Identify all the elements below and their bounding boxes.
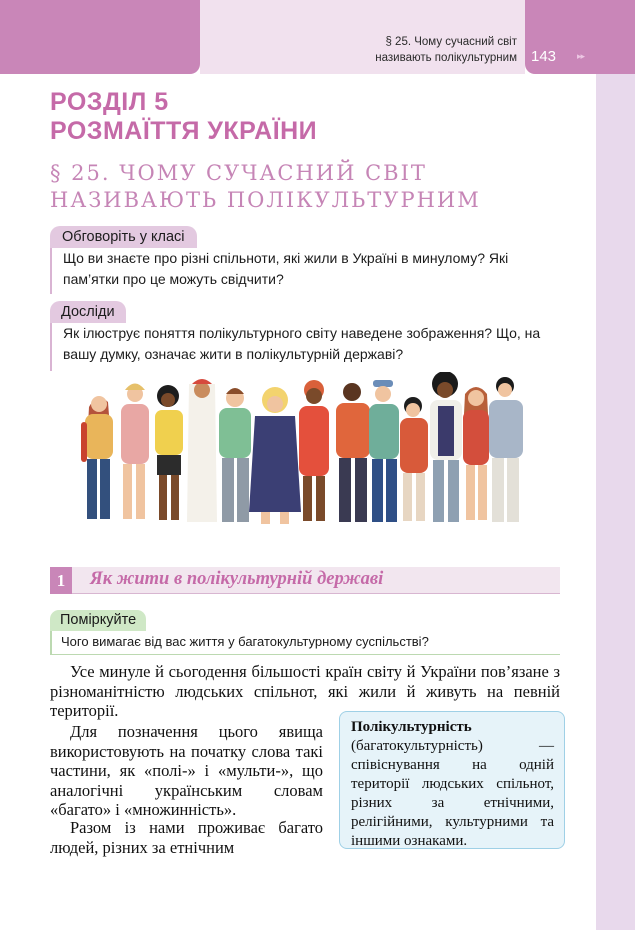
person-9 <box>369 380 399 522</box>
person-10 <box>400 397 428 521</box>
subsection-number: 1 <box>50 567 72 594</box>
person-4 <box>187 379 217 522</box>
body-paragraph-3: Разом із нами проживає багато людей, різних за етнічним <box>50 818 323 857</box>
running-title-line2: називають полікультурним <box>375 52 517 64</box>
person-12 <box>463 387 489 520</box>
running-title <box>267 34 517 66</box>
page-number: 143 <box>531 48 557 65</box>
person-5 <box>219 388 251 522</box>
body-paragraph-2: Для позначення цього явища використовують на початку слова такі частини, як «полі-» і «мульти-», що аналогічні українським словам «багато» і «множинність». <box>50 722 323 819</box>
person-1 <box>81 396 113 519</box>
explore-text: Як ілюструє поняття полікультурного світу наведене зображення? Що, на вашу думку, означає жити в полікультурній державі? <box>50 323 560 371</box>
side-margin-strip <box>596 74 635 930</box>
discuss-text: Що ви знаєте про різні спільноти, які жили в Україні в минулому? Які пам’ятки про це можуть свідчити? <box>50 248 560 294</box>
person-2 <box>121 384 149 520</box>
person-6 <box>249 387 301 524</box>
definition-term: Полікультурність <box>351 719 472 735</box>
section-title-line2: НАЗИВАЮТЬ ПОЛІКУЛЬТУРНИМ <box>50 188 481 212</box>
body-paragraph-1: Усе минуле й сьогодення більшості країн світу й України пов’язане з різноманітністю людських спільнот, які жили й живуть на певній території. <box>50 662 560 720</box>
next-arrows-icon: ▸▸ <box>577 51 585 61</box>
person-11 <box>430 372 462 522</box>
subsection-title: Як жити в полікультурній державі <box>90 569 384 589</box>
think-tag: Поміркуйте <box>50 610 146 631</box>
definition-box <box>339 711 565 849</box>
section-title-line1: § 25. ЧОМУ СУЧАСНИЙ СВІТ <box>50 161 427 185</box>
header-left-band <box>0 0 200 74</box>
running-title-line1: § 25. Чому сучасний світ <box>385 36 517 48</box>
chapter-title: РОЗМАЇТТЯ УКРАЇНИ <box>50 117 318 145</box>
discuss-tag: Обговоріть у класі <box>50 226 197 248</box>
definition-text: (багатокультурність) — співіснування на одній території людських спільнот, різних за етнічними, релігійними, культурними та іншими ознаками. <box>351 738 554 849</box>
person-3 <box>155 385 183 520</box>
person-7 <box>299 380 329 521</box>
explore-tag: Досліди <box>50 301 126 323</box>
section-heading <box>50 160 481 214</box>
chapter-heading <box>50 88 317 146</box>
diverse-people-illustration <box>75 372 535 547</box>
think-text: Чого вимагає від вас життя у багатокультурному суспільстві? <box>50 631 560 655</box>
chapter-number: РОЗДІЛ 5 <box>50 88 169 116</box>
person-8 <box>336 383 370 522</box>
person-13 <box>489 377 523 522</box>
